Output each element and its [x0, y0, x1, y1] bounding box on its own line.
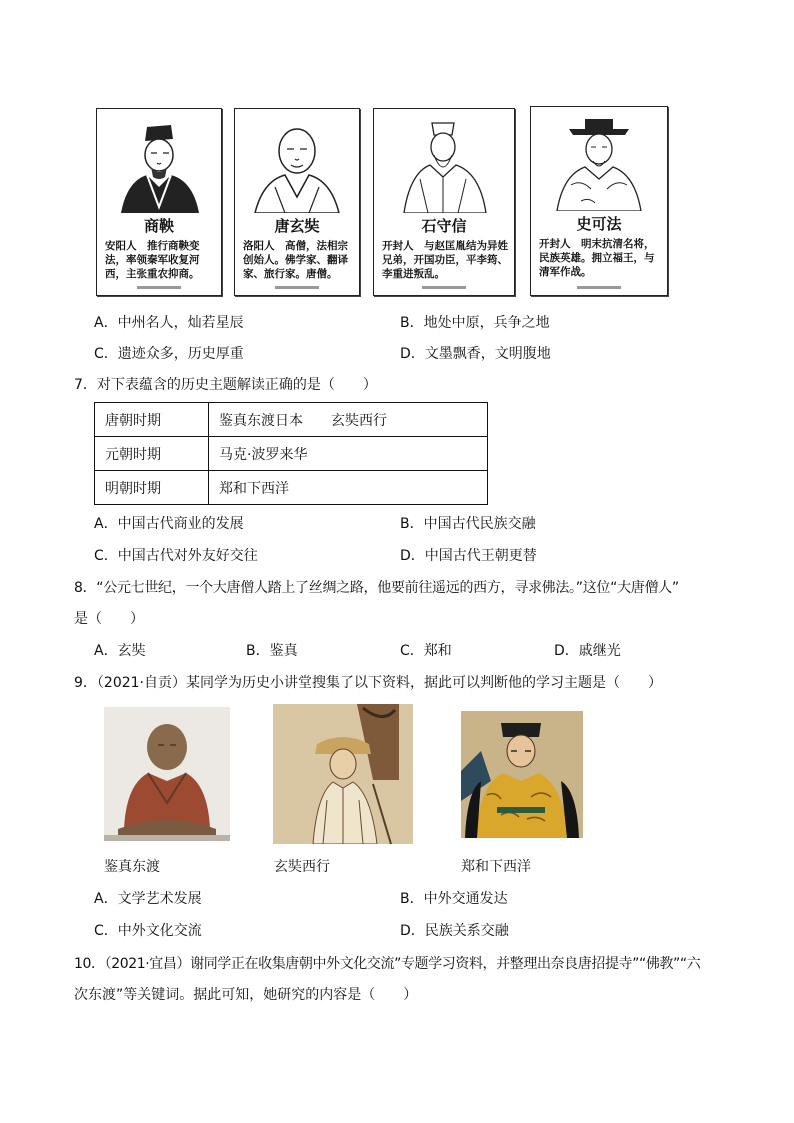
- q7-option-d: D．中国古代王朝更替: [400, 548, 537, 564]
- shi-shouxin-portrait-drawing: [384, 117, 502, 213]
- q10-stem-line1: 10．（2021·宜昌）谢同学正在收集唐朝中外文化交流”专题学习资料，并整理出奈良唐招提寺”“佛教”“六: [74, 956, 701, 972]
- table-row: [95, 403, 488, 437]
- q9-option-a: A．文学艺术发展: [94, 891, 202, 907]
- tang-xuanzang-portrait-drawing: [245, 117, 349, 213]
- portrait-card-shi-shouxin: [373, 108, 515, 296]
- card-footer-mark: [422, 286, 466, 289]
- q8-stem-line1: 8．“公元七世纪，一个大唐僧人踏上了丝绸之路，他要前往遥远的西方，寻求佛法。”这位“大唐僧人”: [74, 580, 679, 596]
- table-cell-content: 郑和下西洋: [209, 471, 488, 505]
- q7-stem: 7．对下表蕴含的历史主题解读正确的是（ ）: [74, 377, 377, 393]
- portrait-name: 石守信: [421, 217, 467, 235]
- table-cell-period: 元朝时期: [95, 437, 209, 471]
- portrait-card-tang-xuanzang: [234, 108, 360, 296]
- card-footer-mark: [577, 286, 621, 289]
- portrait-name: 商鞅: [143, 217, 174, 235]
- portrait-card-shi-kefa: [530, 106, 668, 296]
- q7-option-c: C．中国古代对外友好交往: [94, 548, 258, 564]
- shang-yang-portrait-drawing: [107, 117, 211, 213]
- portrait-description: 洛阳人 高僧，法相宗创始人。佛学家、翻译家、旅行家。唐僧。: [243, 240, 348, 280]
- table-cell-period: 唐朝时期: [95, 403, 209, 437]
- q7-history-table: [94, 402, 488, 505]
- q6-option-c: C．遗迹众多，历史厚重: [94, 346, 244, 362]
- q9-caption-zhenghe: 郑和下西洋: [461, 859, 531, 875]
- jianzhen-statue-photo: [104, 707, 230, 841]
- portrait-description: 安阳人 推行商鞅变法，率领秦军收复河西，主张重农抑商。: [105, 240, 200, 280]
- q9-option-c: C．中外文化交流: [94, 923, 202, 939]
- q8-stem-line2: 是（ ）: [74, 611, 144, 627]
- q8-option-d: D．戚继光: [554, 643, 621, 659]
- card-footer-mark: [275, 286, 319, 289]
- q9-option-b: B．中外交通发达: [400, 891, 508, 907]
- portrait-name: 唐玄奘: [274, 217, 320, 235]
- q7-option-b: B．中国古代民族交融: [400, 516, 536, 532]
- shi-kefa-portrait-drawing: [541, 115, 657, 211]
- q6-option-d: D．文墨飘香，文明腹地: [400, 346, 551, 362]
- portrait-name: 史可法: [576, 215, 622, 233]
- q8-option-b: B．鉴真: [246, 643, 298, 659]
- table-row: [95, 471, 488, 505]
- q6-option-b: B．地处中原，兵争之地: [400, 315, 550, 331]
- table-cell-period: 明朝时期: [95, 471, 209, 505]
- card-footer-mark: [137, 286, 181, 289]
- table-cell-content: 马克·波罗来华: [209, 437, 488, 471]
- q8-option-c: C．郑和: [400, 643, 452, 659]
- q6-option-a: A．中州名人，灿若星辰: [94, 315, 244, 331]
- portrait-description: 开封人 明末抗清名将，民族英雄。拥立福王，与清军作战。: [539, 238, 655, 278]
- q9-stem: 9．（2021·自贡）某同学为历史小讲堂搜集了以下资料，据此可以判断他的学习主题是（ ）: [74, 675, 662, 691]
- table-row: [95, 437, 488, 471]
- table-cell-content: 鉴真东渡日本 玄奘西行: [209, 403, 488, 437]
- q9-caption-jianzhen: 鉴真东渡: [104, 859, 160, 875]
- q7-option-a: A．中国古代商业的发展: [94, 516, 244, 532]
- q9-caption-xuanzang: 玄奘西行: [274, 859, 330, 875]
- portrait-description: 开封人 与赵匡胤结为异姓兄弟，开国功臣，平李筠、李重进叛乱。: [382, 240, 508, 280]
- xuanzang-painting-photo: [273, 704, 413, 844]
- zheng-he-painting-photo: [461, 711, 583, 838]
- q10-stem-line2: 次东渡”等关键词。据此可知，她研究的内容是（ ）: [74, 987, 418, 1003]
- q9-option-d: D．民族关系交融: [400, 923, 509, 939]
- q8-option-a: A．玄奘: [94, 643, 146, 659]
- portrait-card-shang-yang: [96, 108, 222, 296]
